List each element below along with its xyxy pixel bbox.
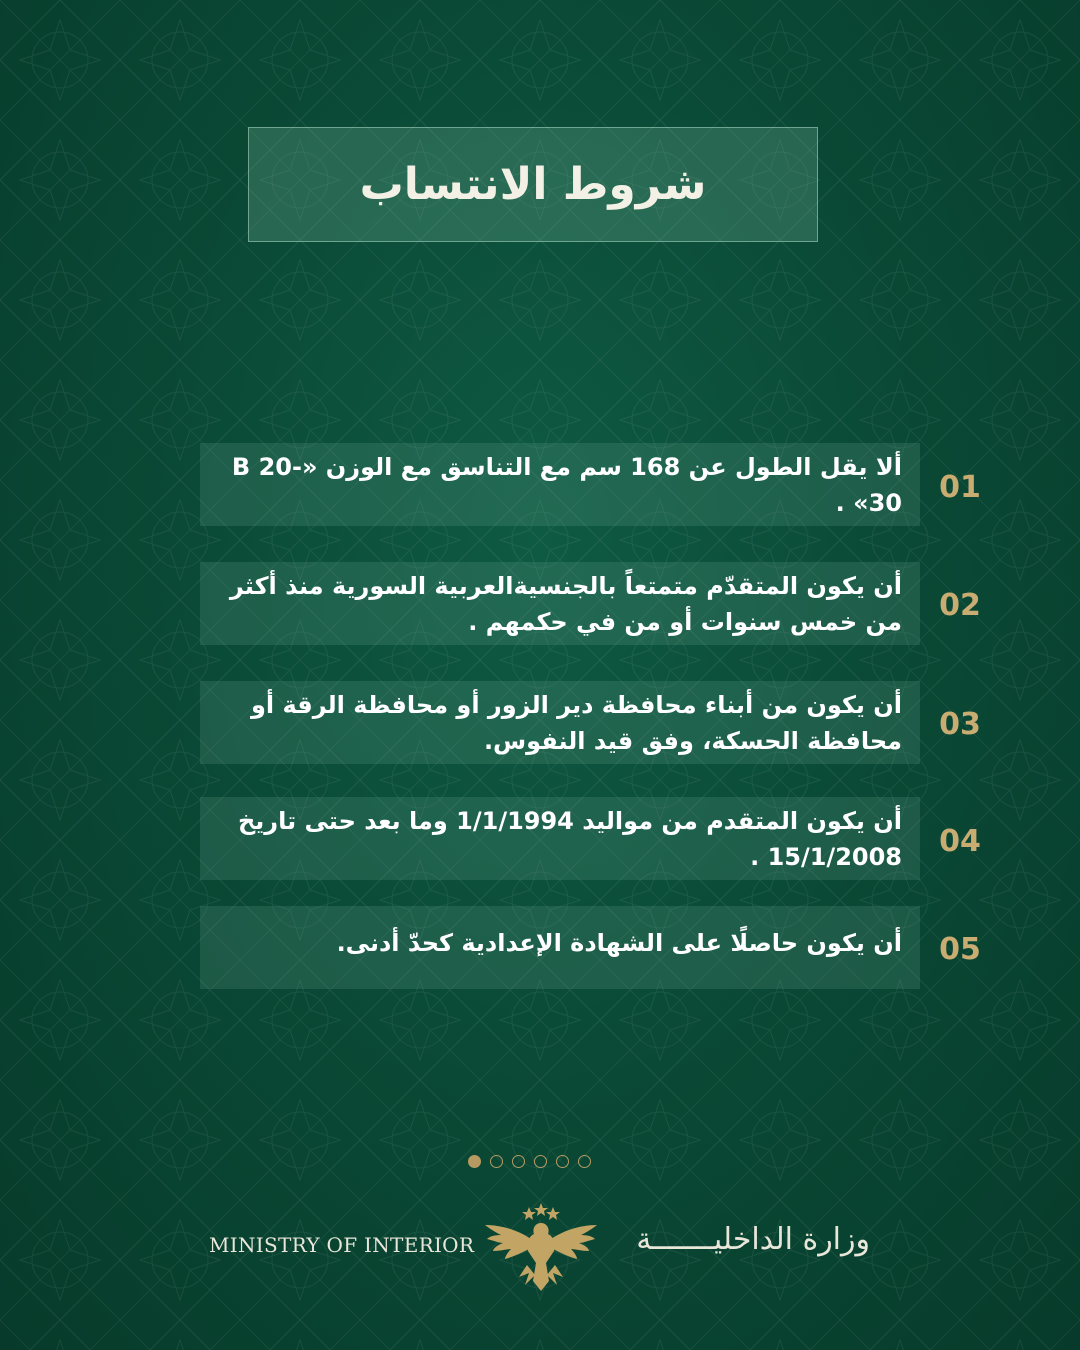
condition-text: ألا يقل الطول عن 168 سم مع التناسق مع الوزن «B 20-30» . — [231, 452, 902, 517]
pagination-dot[interactable] — [490, 1155, 503, 1168]
condition-number: 03 — [939, 707, 981, 742]
pagination-dot[interactable] — [468, 1155, 481, 1168]
condition-row — [200, 562, 920, 645]
condition-number: 04 — [939, 824, 981, 859]
pagination-dot[interactable] — [512, 1155, 525, 1168]
condition-row — [200, 906, 920, 989]
condition-text: أن يكون حاصلًا على الشهادة الإعدادية كحدّ أدنى. — [336, 928, 902, 957]
condition-text: أن يكون من أبناء محافظة دير الزور أو محافظة الرقة أو محافظة الحسكة، وفق قيد النفوس. — [250, 690, 902, 755]
condition-number: 05 — [939, 932, 981, 967]
condition-text: أن يكون المتقدّم متمتعاً بالجنسيةالعربية السورية منذ أكثر من خمس سنوات أو من في حكمهم . — [229, 571, 902, 636]
condition-number: 02 — [939, 588, 981, 623]
condition-row — [200, 797, 920, 880]
ministry-name-en: MINISTRY OF INTERIOR — [209, 1233, 475, 1257]
condition-row — [200, 443, 920, 526]
pagination-dot[interactable] — [534, 1155, 547, 1168]
ministry-name-ar: وزارة الداخليـــــــة — [636, 1222, 870, 1257]
condition-row — [200, 681, 920, 764]
pagination-dot[interactable] — [556, 1155, 569, 1168]
pagination-dots[interactable] — [468, 1155, 591, 1168]
pagination-dot[interactable] — [578, 1155, 591, 1168]
condition-text: أن يكون المتقدم من مواليد 1/1/1994 وما بعد حتى تاريخ 15/1/2008 . — [238, 806, 902, 871]
page-title: شروط الانتساب — [359, 159, 707, 210]
condition-number: 01 — [939, 470, 981, 505]
eagle-emblem-icon — [483, 1203, 599, 1291]
